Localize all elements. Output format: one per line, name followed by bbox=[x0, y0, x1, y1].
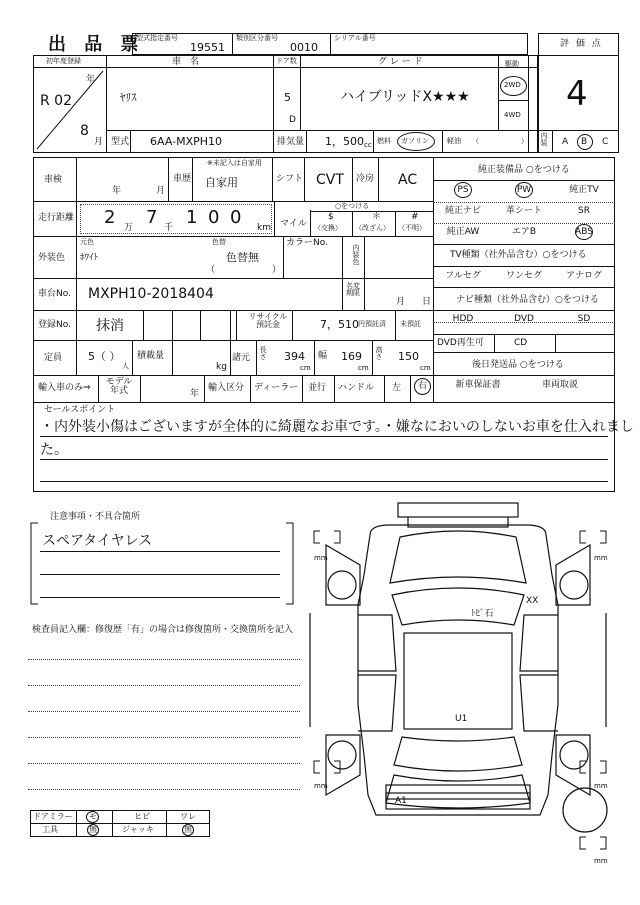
shaken-year-unit: 年 bbox=[112, 186, 122, 196]
equip-item: SR bbox=[578, 206, 590, 216]
hibi: ヒビ bbox=[134, 812, 150, 821]
shift: CVT bbox=[316, 172, 344, 188]
drive-2wd: 2WD bbox=[504, 81, 521, 89]
left: 左 bbox=[392, 383, 402, 393]
length: 394 bbox=[284, 350, 305, 363]
sales-label: セールスポイント bbox=[44, 405, 116, 415]
interior-b: B bbox=[581, 137, 588, 147]
history: 自家用 bbox=[205, 176, 238, 189]
equip-item: 車両取説 bbox=[541, 380, 579, 390]
grade-label: グ レ ー ド bbox=[378, 57, 423, 67]
height-cm: cm bbox=[420, 364, 431, 372]
equip-item: HDD bbox=[452, 314, 474, 324]
door-d: D bbox=[289, 115, 296, 125]
orig-color: ﾎﾜｲﾄ bbox=[80, 253, 99, 263]
doors: 5 bbox=[284, 91, 291, 104]
mile-label: マイル bbox=[280, 219, 307, 229]
equip-item: PW bbox=[516, 185, 532, 195]
kg-unit: kg bbox=[216, 362, 227, 372]
sen-unit: 千 bbox=[164, 223, 174, 233]
fuel-label: 燃料 bbox=[377, 137, 391, 145]
import-label: 輸入車のみ⇒ bbox=[38, 383, 91, 393]
drive-4wd: 4WD bbox=[504, 111, 521, 119]
recycle-label: リサイクル預託金 bbox=[248, 312, 288, 329]
equip-item: フルセグ bbox=[445, 271, 481, 281]
mileage-digit: 0 bbox=[230, 207, 242, 228]
shift-label: シフト bbox=[276, 174, 304, 184]
ac-label: 冷房 bbox=[356, 174, 375, 184]
mm-rl: mm bbox=[314, 782, 328, 790]
model-label: 型式 bbox=[111, 137, 130, 147]
jack: ジャッキ bbox=[122, 825, 154, 834]
mu2: 無 bbox=[184, 825, 192, 834]
first-reg-month: 8 bbox=[80, 123, 89, 139]
tampered: （改ざん） bbox=[355, 224, 390, 232]
width-label: 幅 bbox=[318, 351, 328, 361]
mark-a1: A1 bbox=[395, 796, 407, 806]
notes-label: 注意事項・不具合箇所 bbox=[50, 512, 141, 522]
cd: CD bbox=[514, 338, 528, 348]
equip-item: PS bbox=[457, 185, 469, 195]
interior-c: C bbox=[602, 137, 609, 147]
drive-label: 駆動 bbox=[505, 60, 519, 68]
reg: 抹消 bbox=[96, 318, 124, 334]
car-diagram bbox=[300, 495, 630, 895]
mm-fl: mm bbox=[314, 554, 328, 562]
km-unit: km bbox=[257, 223, 271, 233]
width: 169 bbox=[341, 350, 362, 363]
height-label: 高さ bbox=[375, 346, 383, 360]
mo: モ bbox=[89, 812, 97, 821]
model-year-unit: 年 bbox=[190, 389, 200, 399]
equip-item: 革シート bbox=[505, 206, 543, 216]
orig-color-label: 元色 bbox=[80, 238, 94, 246]
equip-item: ABS bbox=[575, 227, 593, 237]
dims-label: 諸元 bbox=[232, 353, 251, 363]
repaint-paren-close: ） bbox=[272, 265, 282, 275]
nc-month: 月 bbox=[396, 297, 406, 307]
length-cm: cm bbox=[300, 364, 311, 372]
interior-a: A bbox=[562, 137, 569, 147]
equip-item: 新車保証書 bbox=[455, 380, 501, 390]
nc-day: 日 bbox=[422, 297, 432, 307]
mileage-digit: 1 bbox=[186, 207, 198, 228]
inspector-label: 検査員記入欄：修復歴「有」の場合は修復箇所・交換箇所を記入 bbox=[32, 625, 294, 635]
tools: 工具 bbox=[42, 825, 58, 834]
doors-label: ドア数 bbox=[276, 57, 297, 65]
class-no-label: 類別区分番号 bbox=[236, 34, 278, 42]
interior-color-label: 内装色 bbox=[352, 244, 360, 265]
equip-item: 純正TV bbox=[569, 185, 599, 195]
mark-header: ○をつける bbox=[335, 202, 370, 210]
recycle-unit: 円預託済 bbox=[358, 320, 386, 328]
length-label: 長さ bbox=[259, 346, 267, 360]
chassis: MXPH10-2018404 bbox=[88, 286, 214, 302]
shaken-month-unit: 月 bbox=[156, 186, 166, 196]
repaint-label: 色替 bbox=[212, 238, 226, 246]
mark-xx: XX bbox=[526, 596, 539, 606]
parallel: 並行 bbox=[308, 383, 327, 393]
serial-label: シリアル番号 bbox=[334, 34, 376, 42]
diesel-label: 軽油 bbox=[447, 137, 461, 145]
handle-label: ハンドル bbox=[338, 383, 375, 393]
import-class-label: 輸入区分 bbox=[208, 383, 245, 393]
name-change-label: 名変期限 bbox=[346, 282, 360, 297]
cc: cc bbox=[364, 141, 372, 149]
hash: # bbox=[411, 212, 419, 222]
car-name-label: 車 名 bbox=[172, 57, 200, 67]
width-cm: cm bbox=[358, 364, 369, 372]
score-label: 評 価 点 bbox=[560, 39, 603, 49]
ware: ワレ bbox=[180, 812, 196, 821]
month-unit: 月 bbox=[94, 137, 104, 147]
equip-item: 純正AW bbox=[446, 227, 480, 237]
shaken-label: 車検 bbox=[44, 175, 63, 185]
mm-rr: mm bbox=[594, 782, 608, 790]
recycle-not: 未預託 bbox=[400, 320, 421, 328]
mileage-digit: 0 bbox=[208, 207, 220, 228]
dollar: $ bbox=[328, 212, 334, 222]
model-year-label: モデル年式 bbox=[105, 377, 133, 396]
mark-u1: U1 bbox=[455, 714, 468, 724]
capacity-label: 定員 bbox=[44, 353, 63, 363]
mm-fr: mm bbox=[594, 554, 608, 562]
equip-item: アナログ bbox=[565, 271, 603, 281]
interior-label: 内装 bbox=[540, 132, 548, 146]
car-name: ﾔﾘｽ bbox=[120, 91, 137, 104]
notes-line1: スペアタイヤレス bbox=[42, 533, 153, 549]
history-label: 車歴 bbox=[173, 174, 192, 184]
diesel-paren-close: ） bbox=[521, 137, 528, 145]
score-value: 4 bbox=[566, 74, 588, 114]
star: ＊ bbox=[372, 212, 382, 222]
equip-item: DVD bbox=[514, 314, 534, 324]
right: 右 bbox=[418, 381, 428, 391]
diesel-paren-open: （ bbox=[472, 137, 479, 145]
repaint: 色替無 bbox=[226, 251, 259, 264]
mark-tobiishi: ﾄﾋﾞ石 bbox=[471, 609, 494, 619]
equip-item: SD bbox=[577, 314, 591, 324]
displacement: 1，500 bbox=[325, 135, 364, 148]
class-no: 0010 bbox=[290, 41, 318, 54]
sales-line2: た。 bbox=[40, 442, 68, 458]
dealer: ディーラー bbox=[254, 383, 299, 393]
first-reg-label: 初年度登録 bbox=[46, 57, 81, 65]
year-unit: 年 bbox=[86, 75, 96, 85]
form-title: 出 品 票 bbox=[48, 34, 145, 55]
history-note: ※未記入は自家用 bbox=[207, 159, 262, 167]
dvd-label: DVD再生可 bbox=[437, 338, 484, 348]
sales-line1: ・内外装小傷はございますが全体的に綺麗なお車です。・嫌なにおいのしないお車を仕入れまし bbox=[40, 419, 634, 435]
load-label: 積載量 bbox=[137, 351, 165, 361]
type-no: 19551 bbox=[190, 41, 225, 54]
equip-item: ワンセグ bbox=[505, 271, 543, 281]
color-label: 外装色 bbox=[38, 253, 66, 263]
exchange: （交換） bbox=[314, 224, 342, 232]
height: 150 bbox=[398, 350, 419, 363]
model: 6AA-MXPH10 bbox=[150, 135, 223, 148]
mileage-label: 走行距離 bbox=[38, 213, 75, 223]
ac: AC bbox=[398, 172, 418, 188]
reg-label: 登録No. bbox=[38, 320, 71, 330]
chassis-label: 車台No. bbox=[38, 289, 71, 299]
mileage-digit: 2 bbox=[104, 207, 116, 228]
color-no-label: カラーNo. bbox=[286, 238, 328, 248]
equip-title: 純正装備品 ○をつける bbox=[478, 165, 570, 175]
type-no-label: 型式指定番号 bbox=[136, 34, 178, 42]
mirror: ドアミラー bbox=[33, 812, 73, 821]
mm-spare: mm bbox=[594, 857, 608, 865]
fuel: ガソリン bbox=[401, 137, 429, 145]
man-unit: 万 bbox=[124, 223, 134, 233]
equip-item: エアB bbox=[511, 227, 537, 237]
docs-title: 後日発送品 ○をつける bbox=[472, 360, 564, 370]
tv-title: TV種類（社外品含む）○をつける bbox=[450, 250, 587, 260]
navi-title: ナビ種類（社外品含む）○をつける bbox=[456, 295, 599, 305]
unknown: （不明） bbox=[398, 224, 426, 232]
mu1: 無 bbox=[89, 825, 97, 834]
mileage-digit: 7 bbox=[146, 207, 158, 228]
displacement-label: 排気量 bbox=[277, 137, 305, 147]
first-reg-year: R 02 bbox=[40, 93, 72, 109]
capacity: 5（ ） bbox=[88, 350, 121, 363]
recycle: 7，510 bbox=[320, 318, 359, 331]
grade: ハイブリッドX★★★ bbox=[340, 89, 470, 105]
equip-item: 純正ナビ bbox=[444, 206, 482, 216]
capacity-unit: 人 bbox=[122, 362, 129, 370]
repaint-paren-open: （ bbox=[206, 265, 216, 275]
